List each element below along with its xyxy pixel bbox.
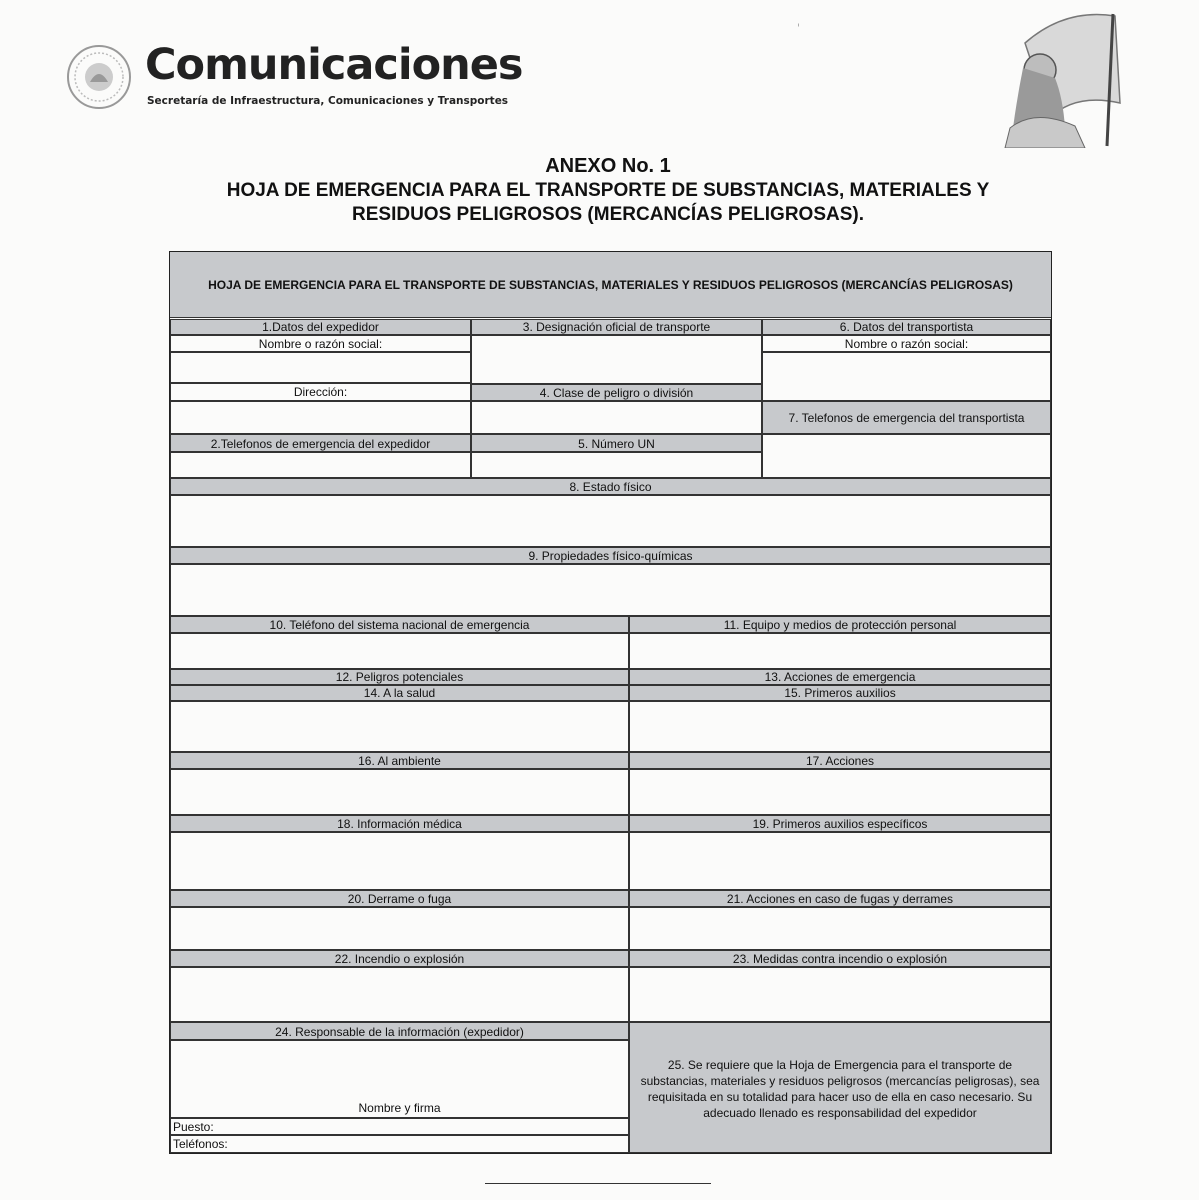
protective-equipment-field[interactable] xyxy=(629,633,1051,669)
section-22-header: 22. Incendio o explosión xyxy=(170,950,629,967)
shipper-address-label: Dirección: xyxy=(170,383,471,401)
section-20-header: 20. Derrame o fuga xyxy=(170,890,629,907)
section-24-header: 24. Responsable de la información (expedidor) xyxy=(170,1022,629,1040)
section-25-note xyxy=(629,1022,1051,1153)
specific-first-aid-field[interactable] xyxy=(629,832,1051,890)
fire-measures-field[interactable] xyxy=(629,967,1051,1022)
section-10-header: 10. Teléfono del sistema nacional de emergencia xyxy=(170,616,629,633)
form-banner xyxy=(170,252,1051,318)
document-title-line2: RESIDUOS PELIGROSOS (MERCANCÍAS PELIGROSAS). xyxy=(352,204,864,225)
carrier-name-field[interactable] xyxy=(762,352,1051,401)
section-25-text: 25. Se requiere que la Hoja de Emergencia para el transporte de substancias, materiales y residuos peligrosos (mercancías peligrosas), sea requisitada en su totalidad para hacer uso de ella en caso necesario. Su adecuado llenado es responsabilidad del expedidor xyxy=(640,1058,1040,1120)
annex-number: ANEXO No. 1 xyxy=(545,155,671,177)
first-aid-field[interactable] xyxy=(629,701,1051,752)
brand-name: Comunicaciones xyxy=(145,40,523,90)
section-11-header: 11. Equipo y medios de protección personal xyxy=(629,616,1051,633)
flag-woman-illustration xyxy=(995,8,1125,148)
national-emergency-phone-field[interactable] xyxy=(170,633,629,669)
shipper-address-field[interactable] xyxy=(170,401,471,434)
scan-speck: ⁱ xyxy=(798,22,800,31)
section-15-header: 15. Primeros auxilios xyxy=(629,685,1051,701)
un-number-field[interactable] xyxy=(471,452,762,478)
document-title-line1: HOJA DE EMERGENCIA PARA EL TRANSPORTE DE SUBSTANCIAS, MATERIALES Y xyxy=(226,180,990,201)
medical-information-field[interactable] xyxy=(170,832,629,890)
carrier-name-label: Nombre o razón social: xyxy=(762,335,1051,352)
section-19-header: 19. Primeros auxilios específicos xyxy=(629,815,1051,832)
hazard-class-field[interactable] xyxy=(471,401,762,434)
shipper-phones-field[interactable] xyxy=(170,452,471,478)
environment-hazards-field[interactable] xyxy=(170,769,629,815)
section-7-header: 7. Telefonos de emergencia del transportista xyxy=(762,401,1051,434)
section-4-header: 4. Clase de peligro o división xyxy=(471,384,762,401)
section-2-header: 2.Telefonos de emergencia del expedidor xyxy=(170,434,471,452)
health-hazards-field[interactable] xyxy=(170,701,629,752)
actions-field[interactable] xyxy=(629,769,1051,815)
section-13-header: 13. Acciones de emergencia xyxy=(629,669,1051,685)
section-23-header: 23. Medidas contra incendio o explosión xyxy=(629,950,1051,967)
brand-subtitle: Secretaría de Infraestructura, Comunicaciones y Transportes xyxy=(147,95,509,107)
transport-designation-field[interactable] xyxy=(471,335,762,384)
section-12-header: 12. Peligros potenciales xyxy=(170,669,629,685)
section-5-header: 5. Número UN xyxy=(471,434,762,452)
section-16-header: 16. Al ambiente xyxy=(170,752,629,769)
physical-state-field[interactable] xyxy=(170,495,1051,547)
spill-actions-field[interactable] xyxy=(629,907,1051,950)
section-14-header: 14. A la salud xyxy=(170,685,629,701)
section-6-header: 6. Datos del transportista xyxy=(762,319,1051,335)
government-seal-logo xyxy=(66,44,132,110)
carrier-phones-field[interactable] xyxy=(762,434,1051,478)
responsible-signature-area[interactable] xyxy=(170,1040,629,1118)
physicochemical-properties-field[interactable] xyxy=(170,564,1051,616)
section-3-header: 3. Designación oficial de transporte xyxy=(471,319,762,335)
section-21-header: 21. Acciones en caso de fugas y derrames xyxy=(629,890,1051,907)
shipper-name-field[interactable] xyxy=(170,352,471,383)
section-8-header: 8. Estado físico xyxy=(170,478,1051,495)
position-field[interactable]: Puesto: xyxy=(170,1118,629,1135)
phones-field[interactable]: Teléfonos: xyxy=(170,1135,629,1153)
name-and-signature-label: Nombre y firma xyxy=(358,1101,441,1115)
section-9-header: 9. Propiedades físico-químicas xyxy=(170,547,1051,564)
section-17-header: 17. Acciones xyxy=(629,752,1051,769)
shipper-name-label: Nombre o razón social: xyxy=(170,335,471,352)
section-1-header: 1.Datos del expedidor xyxy=(170,319,471,335)
fire-explosion-field[interactable] xyxy=(170,967,629,1022)
spill-leak-field[interactable] xyxy=(170,907,629,950)
section-18-header: 18. Información médica xyxy=(170,815,629,832)
form-banner-text: HOJA DE EMERGENCIA PARA EL TRANSPORTE DE SUBSTANCIAS, MATERIALES Y RESIDUOS PELIGROSOS (MERCANCÍAS PELIGROSAS) xyxy=(208,278,1013,292)
footer-line xyxy=(485,1183,711,1184)
